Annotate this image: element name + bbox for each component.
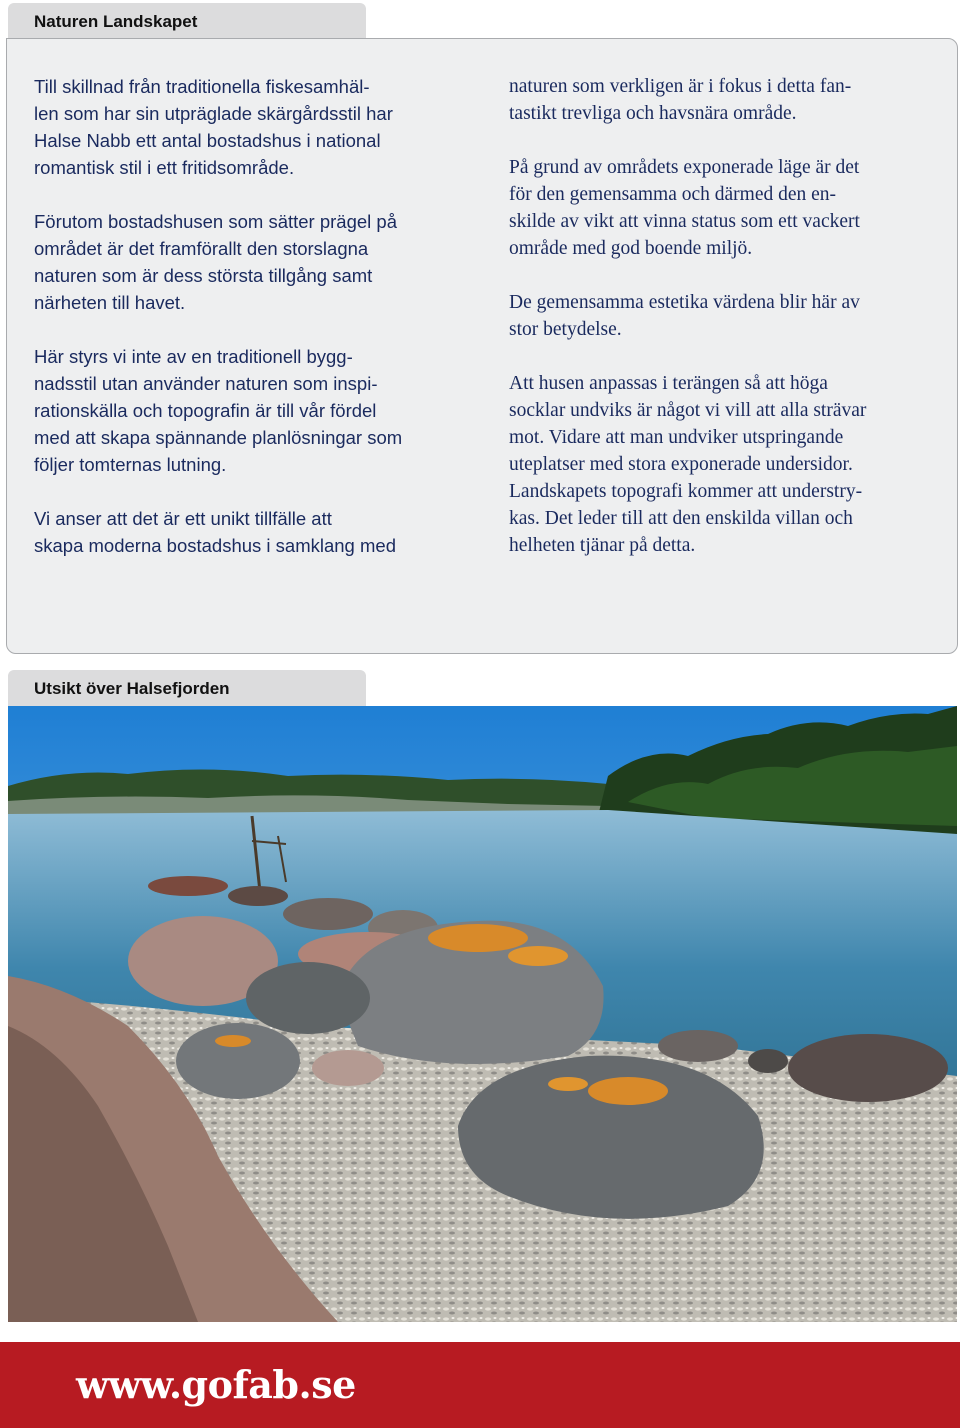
paragraph: Att husen anpassas i terängen så att höga socklar undviks är något vi vill att alla strävar mot. Vidare att man undviker utspringande uteplatser med stora exponerade undersidor. Landskapets topografi kommer att understry- kas. Det leder till att den enskilda villan och helheten tjänar på detta. [509, 373, 867, 556]
right-text-column [509, 73, 939, 586]
paragraph: Förutom bostadshusen som sätter prägel på området är det framförallt den storslagna naturen som är dess största tillgång samt närheten till havet. [34, 211, 397, 313]
section-tab-utsikt: Utsikt över Halsefjorden [8, 670, 366, 707]
paragraph: De gemensamma estetika värdena blir här av stor betydelse. [509, 292, 860, 340]
website-logo: www.gofab.se [76, 1362, 356, 1407]
section-tab-naturen-landskapet: Naturen Landskapet [8, 3, 366, 40]
paragraph: Till skillnad från traditionella fiskesamhäl- len som har sin utpräglade skärgårdsstil har Halse Nabb ett antal bostadshus i national romantisk stil i ett fritidsområde. [34, 76, 393, 178]
paragraph: På grund av områdets exponerade läge är det för den gemensamma och därmed den en- skilde av vikt att vinna status som ett vackert område med god boende miljö. [509, 157, 860, 259]
left-text-column [34, 73, 444, 586]
paragraph: Vi anser att det är ett unikt tillfälle att skapa moderna bostadshus i samklang med [34, 508, 396, 556]
fjord-photo [8, 706, 957, 1322]
paragraph: Här styrs vi inte av en traditionell bygg- nadsstil utan använder naturen som inspi- rationskälla och topografin är till vår fördel med att skapa spännande planlösningar som följer tomternas lutning. [34, 346, 403, 475]
paragraph: naturen som verkligen är i fokus i detta fan- tastikt trevliga och havsnära område. [509, 76, 852, 124]
text-panel [6, 38, 958, 654]
